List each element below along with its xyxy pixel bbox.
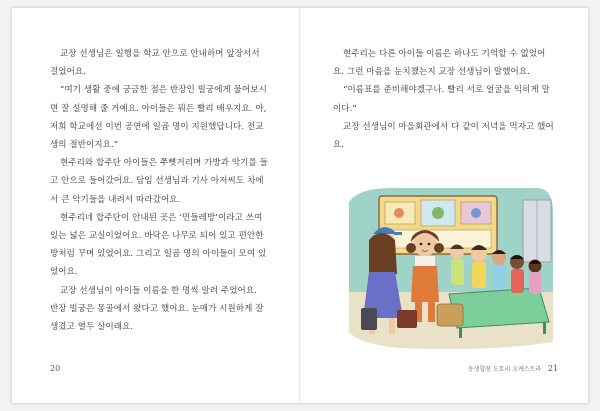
page-number: 20	[50, 364, 61, 373]
paragraph: 현주리는 다른 아이들 이름은 하나도 기억할 수 없었어요. 그런 마음을 눈치챘는지 교장 선생님이 말했어요.	[333, 49, 546, 78]
paragraph: 현주리와 합주단 아이들은 쭈뼛거리며 가방과 악기를 들고 안으로 들어갔어요. 담임 선생님과 기사 아저씨도 차에서 큰 악기들을 내려서 따라갔어요.	[50, 158, 268, 205]
page-number: 21	[547, 364, 558, 373]
running-title: 동생합창 도토리 오케스트라	[467, 366, 542, 373]
classroom-illustration	[339, 182, 557, 354]
paragraph: 교장 선생님이 마을회관에서 다 같이 저녁을 먹자고 했어요.	[333, 121, 554, 151]
suitcase	[397, 310, 417, 328]
page-footer	[468, 364, 558, 373]
paragraph: 교장 선생님이 아이들 이름을 한 명씩 알려 주었어요. 반장 빌궁은 몽골에서 왔다고 했어요. 눈매가 시원하게 잘생겼고 열두 살이래요.	[50, 285, 264, 333]
paragraph: “이름표를 준비해야겠구나. 빨리 서로 얼굴을 익히게 말이다.”	[333, 85, 550, 114]
instrument-case	[437, 304, 463, 326]
poster-dot	[471, 208, 481, 218]
right-page-text	[333, 45, 555, 154]
poster-dot	[394, 208, 404, 218]
table-leg	[459, 328, 462, 338]
poster-dot	[432, 207, 444, 219]
book-spread	[12, 8, 588, 403]
illustration-svg	[339, 182, 557, 354]
paragraph: “여기 생활 중에 궁금한 점은 반장인 빌궁에게 물어보시면 잘 설명해 줄 거예요. 아이들은 뭐든 빨리 배우지요. 아, 저희 학교에선 이번 공연에 일곱 명이 지원했답니다. 전교생의 절반이지요.”	[50, 85, 267, 151]
table-leg	[543, 322, 546, 334]
paragraph: 교장 선생님은 일행을 학교 안으로 안내하며 앞장서서 걸었어요.	[50, 49, 260, 78]
right-page	[301, 8, 588, 403]
left-page-text	[50, 45, 268, 336]
left-page	[12, 8, 299, 403]
paragraph: 현주리네 합주단이 안내된 곳은 ‘민들레방’이라고 쓰여 있는 넓은 교실이었어요. 바닥은 나무로 되어 있고 편안한 방처럼 꾸며 있었어요. 그리고 일곱 명의 아이들이 모여 있었어요.	[50, 212, 267, 278]
suitcase	[361, 308, 377, 330]
